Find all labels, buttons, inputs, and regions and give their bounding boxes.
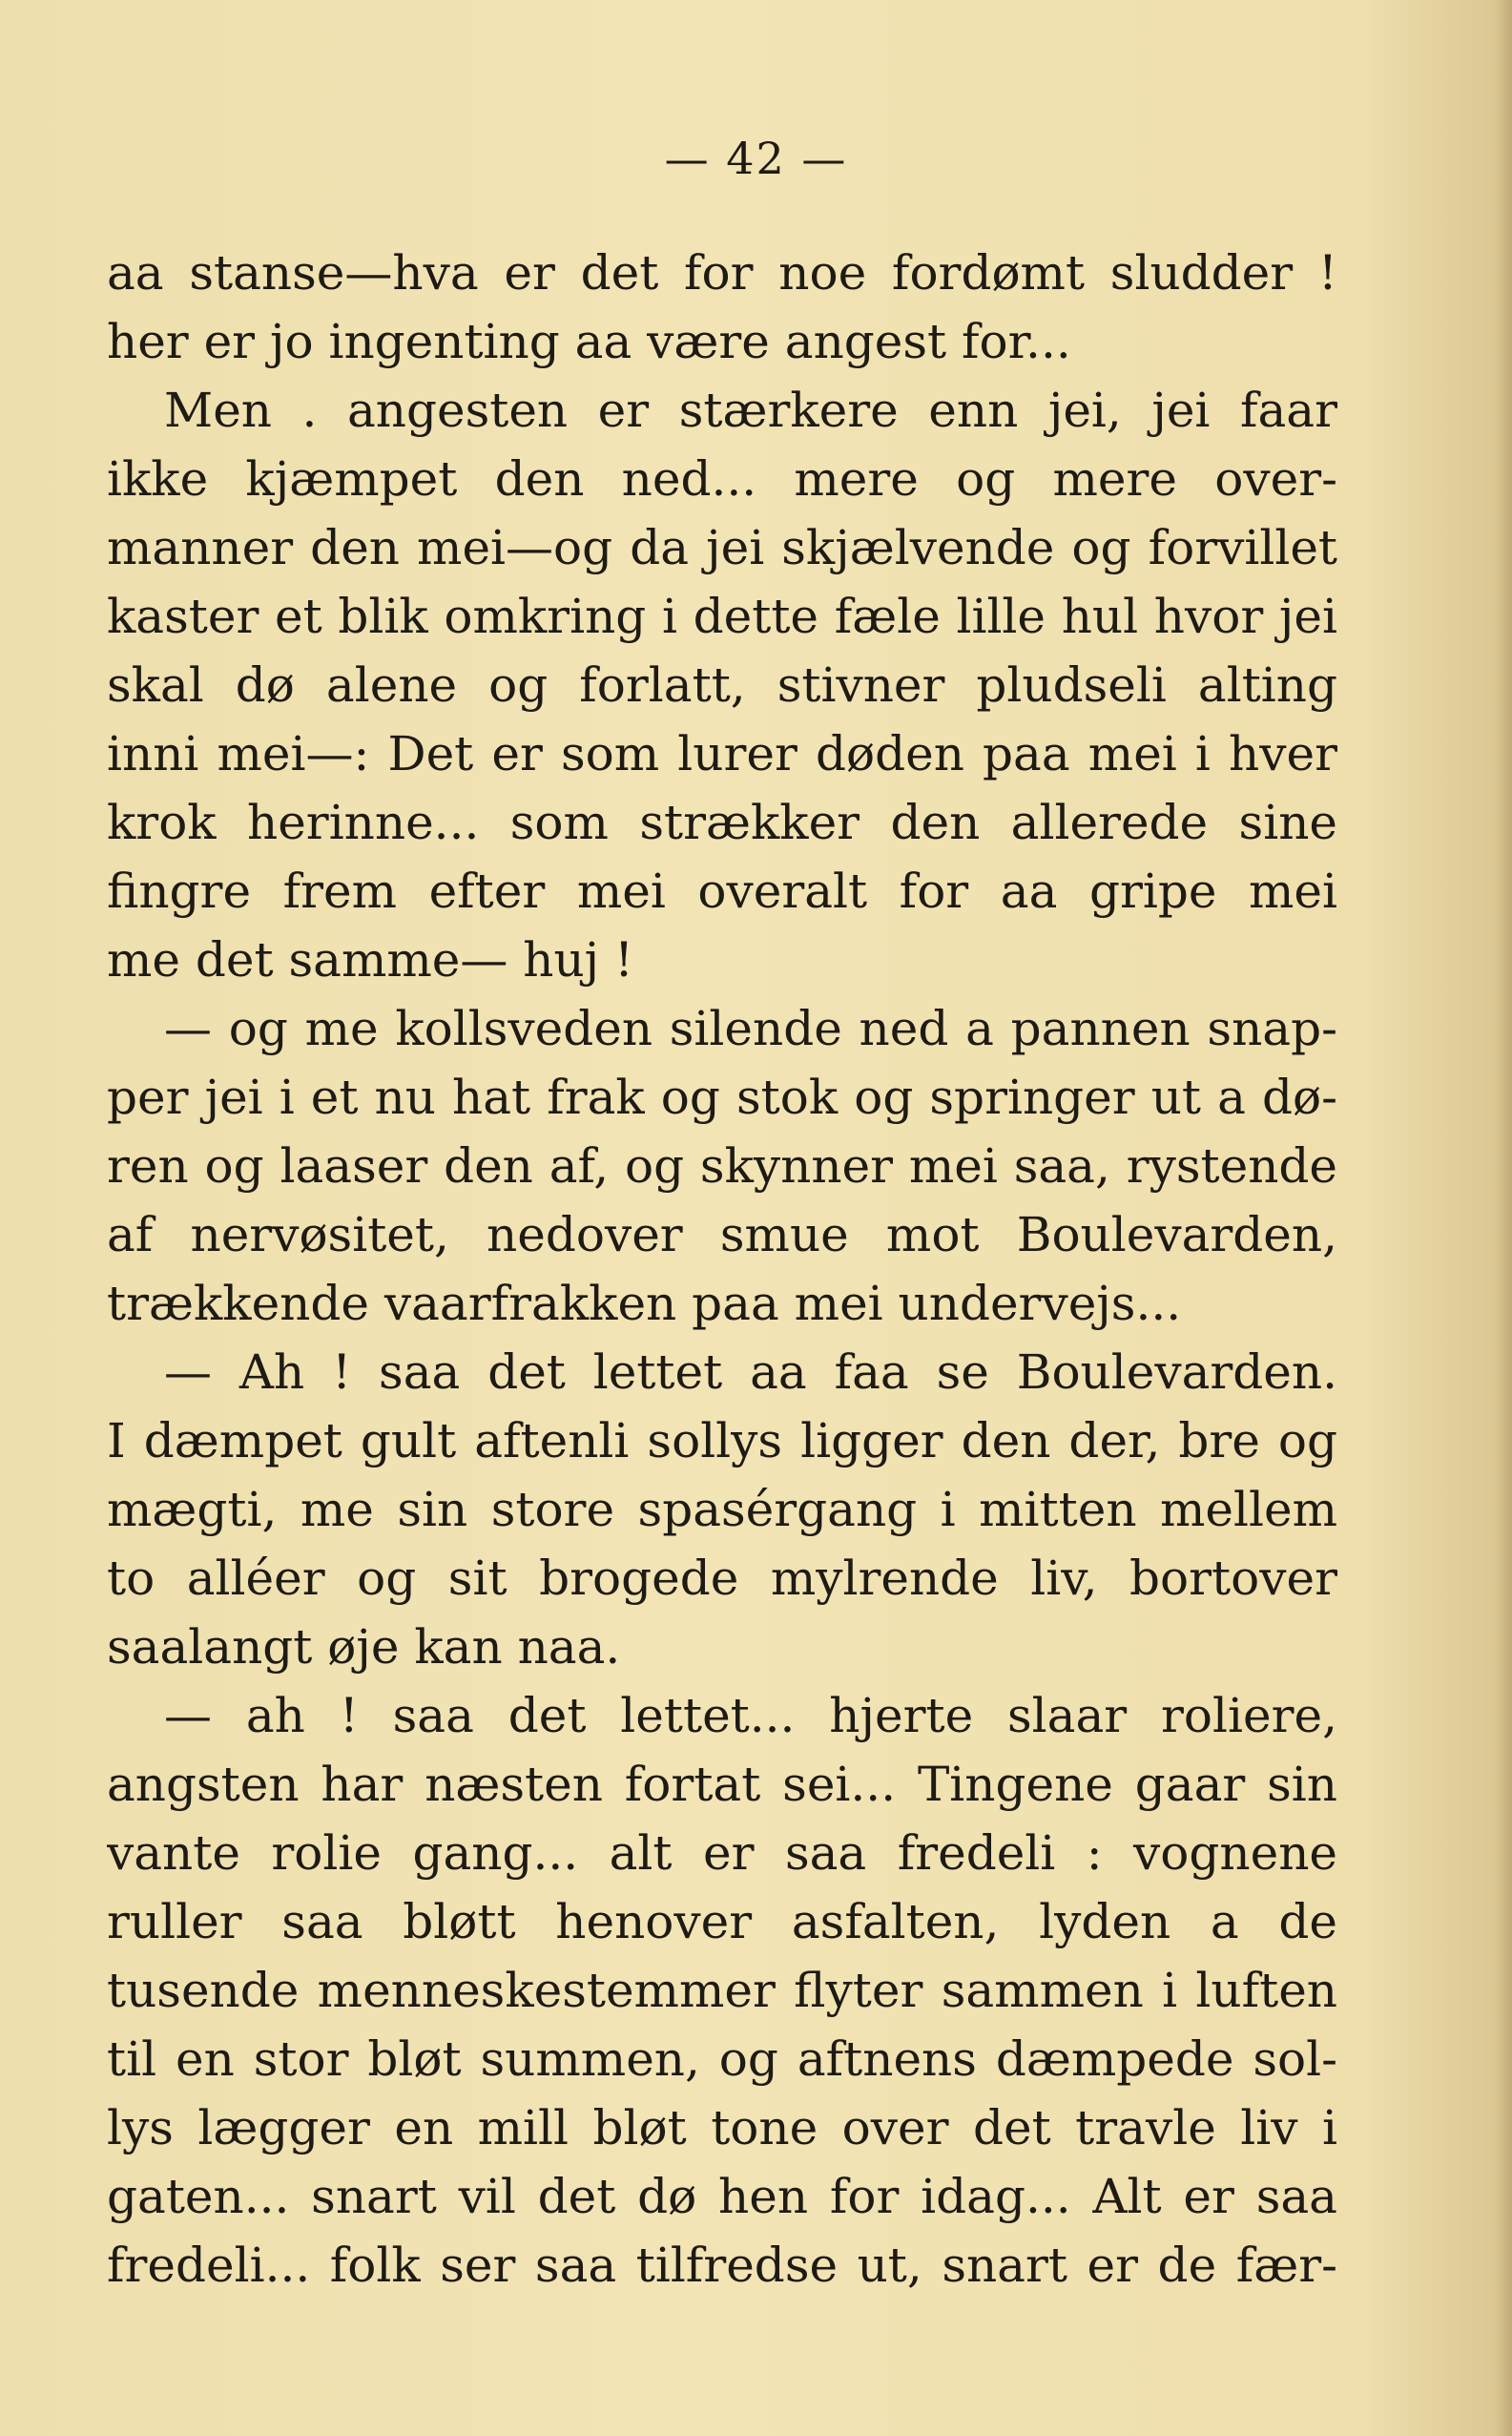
text-line: kaster et blik omkring i dette fæle lille hul hvor jei xyxy=(107,589,1337,644)
text-line: manner den mei—og da jei skjælvende og forvillet xyxy=(107,520,1337,575)
text-line: ren og laaser den af, og skynner mei saa, rystende xyxy=(107,1138,1337,1194)
text-line: — ah ! saa det lettet... hjerte slaar roliere, xyxy=(164,1688,1337,1743)
text-line: skal dø alene og forlatt, stivner pludseli alting xyxy=(107,657,1337,713)
text-line: angsten har næsten fortat sei... Tingene gaar sin xyxy=(107,1757,1337,1812)
text-line: per jei i et nu hat frak og stok og springer ut a dø- xyxy=(107,1070,1337,1125)
text-line: tusende menneskestemmer flyter sammen i luften xyxy=(107,1963,1337,2018)
text-line: — og me kollsveden silende ned a pannen snap- xyxy=(164,1001,1337,1056)
text-line: Men . angesten er stærkere enn jei, jei faar xyxy=(164,383,1337,438)
text-line: aa stanse—hva er det for noe fordømt sludder ! xyxy=(107,245,1337,301)
text-line: me det samme— huj ! xyxy=(107,932,634,988)
text-line: — Ah ! saa det lettet aa faa se Boulevarden. xyxy=(164,1344,1337,1400)
text-line: gaten... snart vil det dø hen for idag... Alt er saa xyxy=(107,2169,1337,2224)
text-line: her er jo ingenting aa være angest for... xyxy=(107,314,1071,369)
text-line: ruller saa bløtt henover asfalten, lyden a de xyxy=(107,1894,1337,1949)
page-number: — 42 — xyxy=(664,133,848,184)
text-line: trækkende vaarfrakken paa mei undervejs... xyxy=(107,1276,1182,1331)
text-line: til en stor bløt summen, og aftnens dæmpede sol- xyxy=(107,2031,1337,2087)
text-line: lys lægger en mill bløt tone over det travle liv i xyxy=(107,2100,1337,2155)
text-line: I dæmpet gult aftenli sollys ligger den der, bre og xyxy=(107,1413,1337,1468)
text-line: saalangt øje kan naa. xyxy=(107,1619,621,1675)
text-line: krok herinne... som strækker den allerede sine xyxy=(107,795,1337,850)
text-line: to alléer og sit brogede mylrende liv, bortover xyxy=(107,1551,1337,1606)
text-line: ikke kjæmpet den ned... mere og mere over- xyxy=(107,451,1337,507)
text-line: fredeli... folk ser saa tilfredse ut, snart er de fær- xyxy=(107,2238,1337,2293)
text-line: fingre frem efter mei overalt for aa gripe mei xyxy=(107,864,1337,919)
body-text xyxy=(107,239,1337,2300)
text-line: mægti, me sin store spasérgang i mitten mellem xyxy=(107,1482,1337,1537)
text-line: af nervøsitet, nedover smue mot Boulevarden, xyxy=(107,1207,1337,1262)
page-edge-shadow xyxy=(1495,0,1512,2436)
text-line: vante rolie gang... alt er saa fredeli : vognene xyxy=(107,1825,1337,1881)
text-line: inni mei—: Det er som lurer døden paa mei i hver xyxy=(107,726,1337,781)
